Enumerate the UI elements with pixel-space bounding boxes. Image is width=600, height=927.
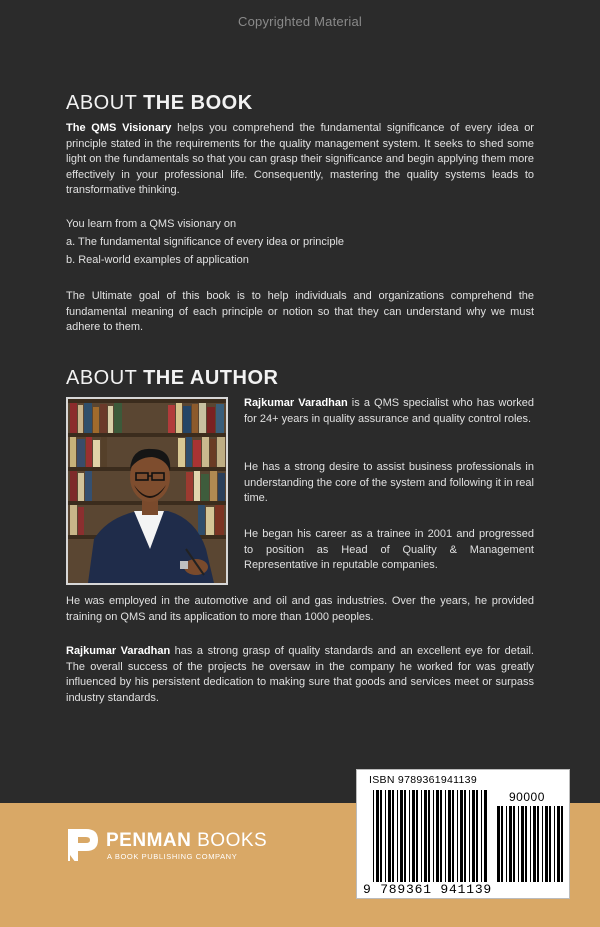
- barcode-bar: [460, 790, 463, 882]
- list-item-b: b. Real-world examples of application: [66, 254, 249, 266]
- list-item-a: a. The fundamental significance of every idea or principle: [66, 236, 345, 248]
- isbn-barcode: [356, 769, 570, 899]
- barcode-bar: [501, 806, 503, 882]
- barcode-bar: [416, 790, 418, 882]
- barcode-bar: [409, 790, 410, 882]
- author-paragraph-2: He has a strong desire to assist business professionals in understanding the core of the system and following it in real time.: [244, 461, 534, 504]
- watermark: Copyrighted Material: [238, 14, 362, 29]
- author-paragraph-5: [66, 644, 534, 706]
- barcode-bars: [357, 770, 571, 900]
- barcode-bar: [554, 806, 555, 882]
- author-photo-illustration: [68, 399, 226, 583]
- author-name-bold-2: Rajkumar Varadhan: [66, 645, 171, 657]
- barcode-bar: [433, 790, 434, 882]
- barcode-bar: [424, 790, 427, 882]
- about-author-title-prefix: ABOUT: [66, 367, 144, 389]
- barcode-bar: [513, 806, 515, 882]
- barcode-bar: [376, 790, 379, 882]
- author-name-bold: Rajkumar Varadhan: [244, 397, 348, 409]
- barcode-number: 9 789361 941139: [363, 882, 493, 897]
- barcode-bar: [457, 790, 458, 882]
- barcode-bar: [509, 806, 512, 882]
- author-paragraph-5-text: has a strong grasp of quality standards and an excellent eye for detail. The overall success of the projects he oversaw in the company he worked for was greatly influenced by his persistent dedication to making sure that goods and services meet or surpass industry standards.: [66, 645, 534, 704]
- about-book-title-bold: THE BOOK: [143, 92, 253, 114]
- barcode-bar: [452, 790, 454, 882]
- about-book-title: [66, 92, 253, 115]
- barcode-bar: [421, 790, 422, 882]
- barcode-bar: [497, 806, 500, 882]
- publisher-name-bold: PENMAN: [106, 830, 192, 851]
- barcode-bar: [545, 806, 548, 882]
- barcode-bar: [428, 790, 430, 882]
- barcode-bar: [518, 806, 519, 882]
- isbn-label: ISBN 9789361941139: [369, 774, 477, 786]
- barcode-bar: [549, 806, 551, 882]
- barcode-bar: [448, 790, 451, 882]
- about-book-paragraph-3: The Ultimate goal of this book is to help individuals and organizations comprehend the fundamental meaning of each principle or notion so that they can understand why we must adhere to them.: [66, 290, 534, 333]
- book-title-bold: The QMS Visionary: [66, 122, 172, 134]
- barcode-bar: [561, 806, 563, 882]
- penman-logo-icon: [66, 827, 100, 863]
- barcode-bar: [484, 790, 487, 882]
- barcode-bar: [392, 790, 394, 882]
- about-book-paragraph-1: [66, 121, 534, 199]
- barcode-bar: [397, 790, 398, 882]
- author-photo: [66, 397, 228, 585]
- barcode-bar: [506, 806, 507, 882]
- barcode-bar: [464, 790, 466, 882]
- publisher-name-rest: BOOKS: [191, 830, 268, 851]
- barcode-bar: [481, 790, 482, 882]
- author-paragraph-1-text: is a QMS specialist who has worked for 24+ years in quality assurance and quality control roles.: [244, 397, 534, 425]
- barcode-bar: [412, 790, 415, 882]
- about-author-title-bold: THE AUTHOR: [143, 367, 279, 389]
- barcode-bar: [476, 790, 478, 882]
- barcode-bar: [537, 806, 539, 882]
- barcode-bar: [469, 790, 470, 882]
- barcode-bar: [521, 806, 524, 882]
- barcode-bar: [557, 806, 560, 882]
- barcode-bar: [404, 790, 406, 882]
- barcode-bar: [542, 806, 543, 882]
- about-author-title: [66, 367, 278, 390]
- barcode-bar: [472, 790, 475, 882]
- about-book-paragraph-1-text: helps you comprehend the fundamental significance of every idea or principle stated in the requirements for the quality management system. It seeks to shed some light on the fundamentals so that you can grasp their significance and begin applying them more effectively in your professional life. Consequently, mastering the quality systems leads to transformative thinking.: [66, 122, 534, 196]
- barcode-bar: [380, 790, 382, 882]
- price-code: 90000: [509, 790, 545, 804]
- barcode-bar: [525, 806, 527, 882]
- publisher-tagline: A BOOK PUBLISHING COMPANY: [107, 852, 238, 861]
- about-book-title-prefix: ABOUT: [66, 92, 144, 114]
- author-paragraph-1: [244, 396, 534, 427]
- barcode-bar: [533, 806, 536, 882]
- publisher-name: [106, 830, 267, 852]
- author-paragraph-4: He was employed in the automotive and oil and gas industries. Over the years, he provided training on QMS and its application to more than 1000 peoples.: [66, 595, 534, 623]
- list-intro: You learn from a QMS visionary on: [66, 218, 237, 230]
- barcode-bar: [388, 790, 391, 882]
- barcode-bar: [385, 790, 386, 882]
- barcode-bar: [530, 806, 531, 882]
- author-paragraph-3: He began his career as a trainee in 2001 and progressed to position as Head of Quality & Management Representative in reputable companies.: [244, 528, 534, 571]
- barcode-bar: [373, 790, 374, 882]
- barcode-bar: [400, 790, 403, 882]
- barcode-bar: [436, 790, 439, 882]
- barcode-bar: [440, 790, 442, 882]
- barcode-bar: [445, 790, 446, 882]
